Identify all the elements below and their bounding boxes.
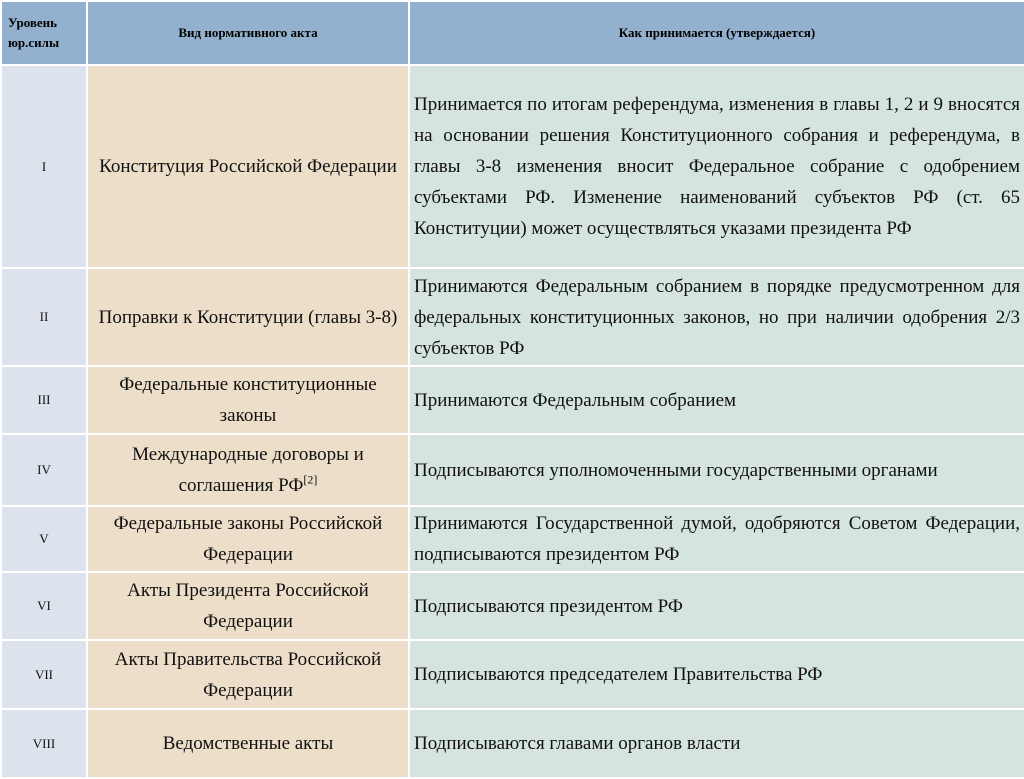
level-cell: I (1, 65, 87, 268)
table-row (1, 366, 1024, 434)
act-cell: Конституция Российской Федерации (87, 65, 409, 268)
level-cell: IV (1, 434, 87, 506)
adoption-cell: Подписываются председателем Правительства РФ (409, 640, 1024, 709)
act-cell: Поправки к Конституции (главы 3-8) (87, 268, 409, 366)
act-text: Международные договоры и соглашения РФ (132, 444, 364, 496)
table-row (1, 640, 1024, 709)
act-cell: Федеральные конституционные законы (87, 366, 409, 434)
act-cell: Ведомственные акты (87, 709, 409, 778)
act-cell: Акты Правительства Российской Федерации (87, 640, 409, 709)
adoption-cell: Подписываются президентом РФ (409, 572, 1024, 640)
adoption-cell: Принимаются Государственной думой, одобряются Советом Федерации, подписываются президентом РФ (409, 506, 1024, 572)
table-row (1, 268, 1024, 366)
table-row (1, 434, 1024, 506)
table-row (1, 65, 1024, 268)
header-row (1, 1, 1024, 65)
adoption-cell: Принимаются Федеральным собранием (409, 366, 1024, 434)
level-cell: III (1, 366, 87, 434)
table-row (1, 506, 1024, 572)
header-adoption: Как принимается (утверждается) (409, 1, 1024, 65)
level-cell: II (1, 268, 87, 366)
table-row (1, 572, 1024, 640)
footnote-ref: [2] (303, 472, 318, 487)
act-cell (87, 434, 409, 506)
level-cell: V (1, 506, 87, 572)
level-cell: VII (1, 640, 87, 709)
adoption-cell: Принимаются Федеральным собранием в порядке предусмотренном для федеральных конституционных законов, но при наличии одобрения 2/3 субъектов РФ (409, 268, 1024, 366)
act-cell: Федеральные законы Российской Федерации (87, 506, 409, 572)
table-row (1, 709, 1024, 778)
level-cell: VIII (1, 709, 87, 778)
level-cell: VI (1, 572, 87, 640)
adoption-cell: Подписываются уполномоченными государственными органами (409, 434, 1024, 506)
header-act-type: Вид нормативного акта (87, 1, 409, 65)
act-cell: Акты Президента Российской Федерации (87, 572, 409, 640)
adoption-cell: Подписываются главами органов власти (409, 709, 1024, 778)
adoption-cell: Принимается по итогам референдума, изменения в главы 1, 2 и 9 вносятся на основании решения Конституционного собрания и референдума, в главы 3-8 изменения вносит Федеральное собрание с одобрением субъектами РФ. Изменение наименований субъектов РФ (ст. 65 Конституции) может осуществляться указами президента РФ (409, 65, 1024, 268)
header-level: Уровень юр.силы (1, 1, 87, 65)
